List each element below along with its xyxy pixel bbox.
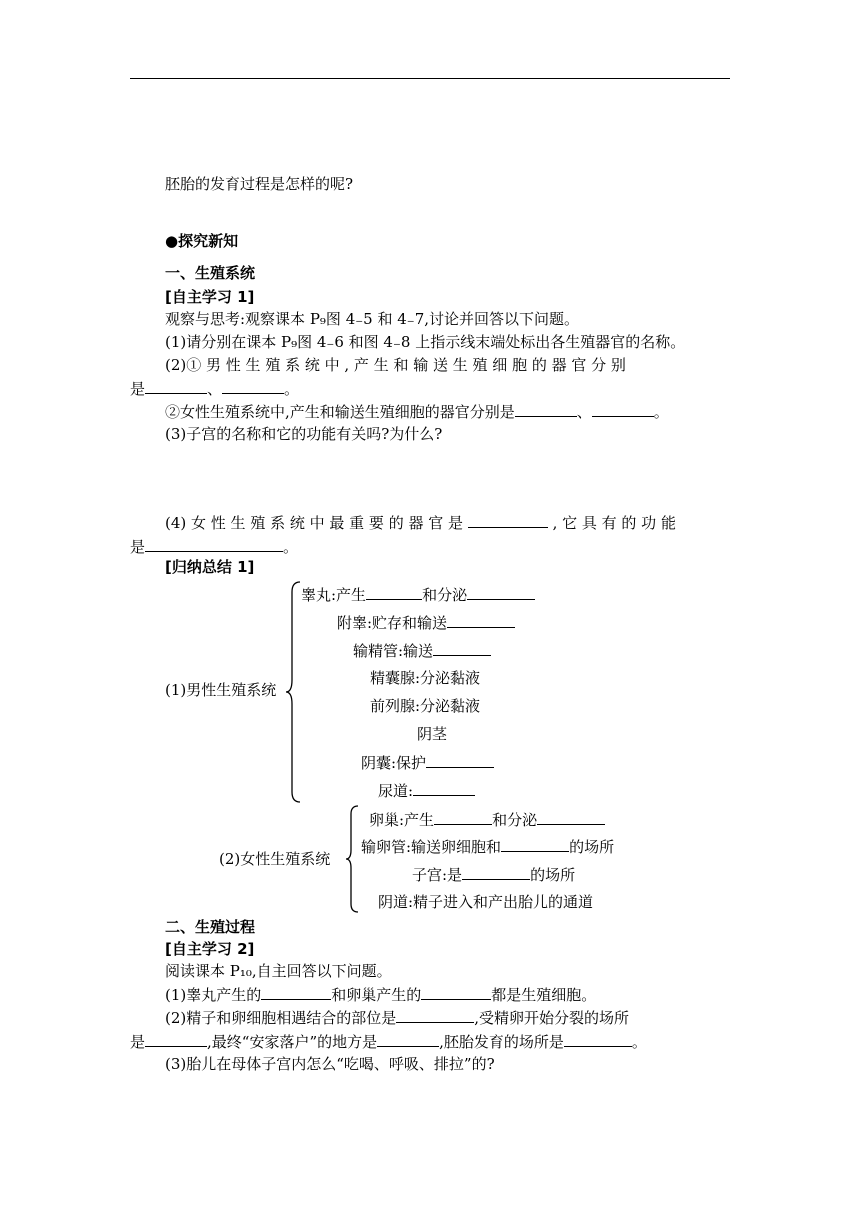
q4-text-b: , 它 具 有 的 功 能 bbox=[552, 514, 676, 532]
blank-organ-function[interactable] bbox=[145, 537, 283, 552]
self-study-1-label: [自主学习 1] bbox=[165, 288, 255, 306]
urethra-row bbox=[378, 781, 475, 800]
blank-ovary-cell[interactable] bbox=[421, 985, 491, 1000]
blank-female-organ-2[interactable] bbox=[592, 402, 654, 417]
testis-text-b: 和分泌 bbox=[422, 586, 468, 604]
penis-row: 阴茎 bbox=[417, 725, 448, 743]
q2-sep: 、 bbox=[207, 380, 223, 398]
question-2b bbox=[165, 402, 669, 421]
p2q2-text-a: (2)精子和卵细胞相遇结合的部位是 bbox=[165, 1009, 397, 1027]
blank-testis-cell[interactable] bbox=[261, 985, 331, 1000]
male-system-title: (1)男性生殖系统 bbox=[165, 681, 277, 699]
blank-implant-site[interactable] bbox=[377, 1032, 439, 1047]
blank-vas[interactable] bbox=[433, 641, 491, 656]
read-instruction: 阅读课本 P₁₀,自主回答以下问题。 bbox=[165, 962, 392, 980]
part1-heading: 一、生殖系统 bbox=[165, 264, 256, 282]
oviduct-row bbox=[361, 837, 614, 856]
epididymis-text: 附睾:贮存和输送 bbox=[337, 614, 448, 632]
vas-row bbox=[353, 641, 491, 660]
uterus-text-a: 子宫:是 bbox=[412, 866, 463, 884]
p2q2-text-e: ,胚胎发育的场所是 bbox=[439, 1033, 564, 1051]
uterus-text-b: 的场所 bbox=[530, 866, 576, 884]
q4-shi: 是 bbox=[130, 538, 146, 556]
blank-ovary-secrete[interactable] bbox=[537, 810, 605, 825]
p2q1-text-c: 都是生殖细胞。 bbox=[491, 986, 597, 1004]
scrotum-text: 阴囊:保护 bbox=[361, 754, 427, 772]
q2b-text: ②女性生殖系统中,产生和输送生殖细胞的器官分别是 bbox=[165, 403, 515, 421]
urethra-text: 尿道: bbox=[378, 782, 414, 800]
question-2-text: (2)① 男 性 生 殖 系 统 中 , 产 生 和 输 送 生 殖 细 胞 的 器 官 分 别 bbox=[165, 356, 626, 374]
p2q2-text-f: 。 bbox=[631, 1033, 647, 1051]
female-system-title: (2)女性生殖系统 bbox=[219, 850, 331, 868]
epididymis-row bbox=[337, 613, 515, 632]
p2-question-2-line1 bbox=[165, 1008, 730, 1027]
question-1: (1)请分别在课本 P₉图 4₋6 和图 4₋8 上指示线末端处标出各生殖器官的名称。 bbox=[165, 333, 686, 351]
question-4-line1 bbox=[165, 513, 730, 532]
vagina-row: 阴道:精子进入和产出胎儿的通道 bbox=[378, 893, 594, 911]
question-2-line2 bbox=[130, 379, 299, 398]
ovary-text-b: 和分泌 bbox=[492, 811, 538, 829]
question-2-line1 bbox=[165, 356, 730, 374]
scrotum-row bbox=[361, 753, 494, 772]
prostate-row: 前列腺:分泌黏液 bbox=[370, 697, 481, 715]
p2q2-text-d: ,最终“安家落户”的地方是 bbox=[207, 1033, 378, 1051]
oviduct-text-b: 的场所 bbox=[569, 838, 615, 856]
q2-shi: 是 bbox=[130, 380, 146, 398]
q2-end: 。 bbox=[284, 380, 300, 398]
self-study-2-label: [自主学习 2] bbox=[165, 940, 255, 958]
p2-question-3: (3)胎儿在母体子宫内怎么“吃喝、呼吸、排拉”的? bbox=[165, 1055, 495, 1073]
blank-urethra[interactable] bbox=[413, 781, 475, 796]
oviduct-text-a: 输卵管:输送卵细胞和 bbox=[361, 838, 502, 856]
header-rule bbox=[130, 78, 730, 79]
blank-oviduct[interactable] bbox=[501, 837, 569, 852]
blank-uterus[interactable] bbox=[462, 865, 530, 880]
p2-question-2-line2 bbox=[130, 1032, 647, 1051]
p2q1-text-b: 和卵巢产生的 bbox=[331, 986, 422, 1004]
q4-end: 。 bbox=[283, 538, 299, 556]
blank-female-organ-1[interactable] bbox=[515, 402, 577, 417]
question-3: (3)子宫的名称和它的功能有关吗?为什么? bbox=[165, 425, 443, 443]
seminal-row: 精囊腺:分泌黏液 bbox=[370, 669, 481, 687]
p2-question-1 bbox=[165, 985, 596, 1004]
ovary-text-a: 卵巢:产生 bbox=[369, 811, 435, 829]
blank-division-site[interactable] bbox=[145, 1032, 207, 1047]
summary-1-label: [归纳总结 1] bbox=[165, 558, 255, 576]
vas-text: 输精管:输送 bbox=[353, 642, 434, 660]
q2b-end: 。 bbox=[653, 403, 669, 421]
blank-testis-secrete[interactable] bbox=[467, 585, 535, 600]
p2q2-text-b: ,受精卵开始分裂的场所 bbox=[474, 1009, 630, 1027]
testis-text-a: 睾丸:产生 bbox=[301, 586, 367, 604]
blank-ovary-produce[interactable] bbox=[434, 810, 492, 825]
male-brace bbox=[284, 580, 302, 804]
blank-male-organ-2[interactable] bbox=[222, 379, 284, 394]
testis-row bbox=[301, 585, 535, 604]
blank-epididymis[interactable] bbox=[447, 613, 515, 628]
blank-testis-produce[interactable] bbox=[366, 585, 422, 600]
blank-scrotum[interactable] bbox=[426, 753, 494, 768]
blank-development-site[interactable] bbox=[564, 1032, 632, 1047]
uterus-row bbox=[412, 865, 575, 884]
section-title: ●探究新知 bbox=[165, 232, 239, 250]
female-brace bbox=[344, 804, 360, 914]
blank-fertilization-site[interactable] bbox=[396, 1008, 474, 1023]
blank-male-organ-1[interactable] bbox=[145, 379, 207, 394]
p2q2-text-c: 是 bbox=[130, 1033, 146, 1051]
q2b-sep: 、 bbox=[576, 403, 592, 421]
ovary-row bbox=[369, 810, 605, 829]
observe-instruction: 观察与思考:观察课本 P₉图 4₋5 和 4₋7,讨论并回答以下问题。 bbox=[165, 310, 580, 328]
part2-heading: 二、生殖过程 bbox=[165, 918, 256, 936]
q4-text-a: (4) 女 性 生 殖 系 统 中 最 重 要 的 器 官 是 bbox=[165, 514, 464, 532]
p2q1-text-a: (1)睾丸产生的 bbox=[165, 986, 262, 1004]
question-4-line2 bbox=[130, 537, 298, 556]
blank-most-important-organ[interactable] bbox=[468, 513, 548, 528]
intro-question: 胚胎的发育过程是怎样的呢? bbox=[165, 175, 354, 193]
